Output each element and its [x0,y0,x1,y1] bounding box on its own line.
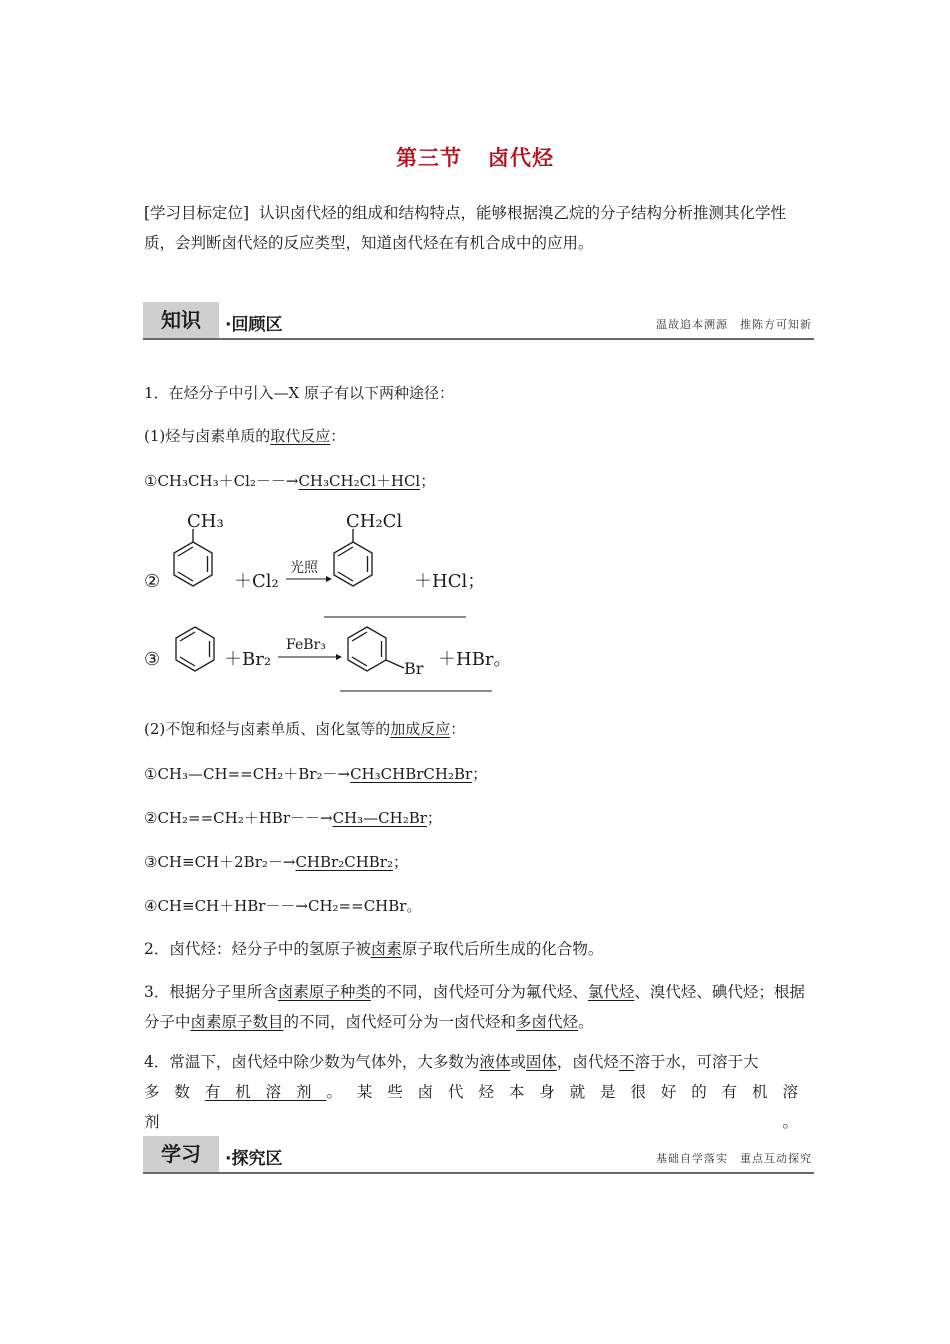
answer-blank: 不 [618,1053,635,1071]
section-tab: 学习 [143,1136,219,1172]
reagent-label: ＋Cl₂ [234,571,279,592]
answer-blank: CH₃CH₂Cl＋HCl [298,472,421,490]
section-slogan: 温故追本溯源 推陈方可知新 [656,318,812,331]
addition-reaction-1 [144,763,487,784]
text: 。某些卤代烃本身就是很好的有机溶剂。 [144,1083,812,1131]
answer-blank: 固体 [525,1053,557,1071]
item-2 [144,937,603,959]
reaction-1 [144,470,435,491]
answer-blank: 液体 [479,1053,511,1071]
item-1-heading: 1．在烃分子中引入—X 原子有以下两种途径： [144,384,454,402]
text: 多数 [144,1083,205,1101]
text: ： [330,427,346,445]
text: 的不同，卤代烃可分为一卤代烃和 [283,1013,517,1031]
answer-blank: 有机溶剂 [204,1083,327,1101]
benzene-ring-icon [176,627,214,671]
answer-blank: 多卤代烃 [516,1013,579,1031]
section-subtitle: ·回顾区 [225,315,283,335]
text: (2)不饱和烃与卤素单质、卤化氢等的 [144,720,391,738]
learning-objective [144,198,812,258]
addition-reaction-2 [144,807,442,828]
answer-blank: CH₃CHBrCH₂Br [350,765,473,783]
bromine-label: Br [404,659,424,678]
section-tab: 知识 [143,302,219,338]
section-subtitle: ·探究区 [225,1149,283,1169]
section-slogan: 基础自学落实 重点互动探究 [656,1152,812,1165]
text: 。 [406,897,422,915]
objective-label: [学习目标定位] [144,204,250,222]
reaction-2-diagram [140,505,500,625]
item-1-sub-1 [144,425,345,446]
reaction-number: ② [144,571,161,592]
item-4-line-2 [144,1077,812,1137]
answer-blank: 卤素原子种类 [277,983,371,1001]
section-header-explore [143,1136,814,1174]
answer-blank: 加成反应 [390,720,451,738]
answer-blank: 氯代烃 [587,983,635,1001]
reactants: ④CH≡CH＋HBr－－→ [144,897,308,915]
reactants: ①CH₃CH₃＋Cl₂－－→ [144,472,299,490]
reaction-condition: FeBr₃ [286,637,326,653]
text: 或 [510,1053,526,1071]
text: ； [426,809,442,827]
arrowhead-icon [336,654,342,660]
benzene-ring-icon [174,529,212,586]
item-3 [144,977,812,1037]
addition-reaction-3 [144,851,408,872]
answer-blank: 取代反应 [270,427,331,445]
text: ； [392,853,408,871]
text: 。 [578,1013,594,1031]
text: ； [472,765,488,783]
item-4-line-1 [144,1047,812,1077]
text: 3．根据分子里所含 [144,983,278,1001]
answer-blank: CHBr₂CHBr₂ [295,853,393,871]
product: CH₂==CHBr [307,897,407,915]
reactants: ②CH₂==CH₂＋HBr－－→ [144,809,333,827]
text: 原子取代后所生成的化合物。 [401,940,604,958]
answer-blank: 卤素 [370,940,402,958]
title-topic: 卤代烃 [488,146,554,170]
benzene-ring-icon [334,529,372,586]
byproduct-label: ＋HBr。 [438,649,512,670]
reaction-number: ③ [144,649,161,670]
text: 2．卤代烃：烃分子中的氢原子被 [144,940,371,958]
text: ，卤代烃 [556,1053,619,1071]
answer-blank: CH₃—CH₂Br [332,809,427,827]
addition-reaction-4 [144,895,421,916]
reagent-label: ＋Br₂ [224,649,272,670]
text: 溶于水，可溶于大 [634,1053,759,1071]
objective-text: 认识卤代烃的组成和结构特点，能够根据溴乙烷的分子结构分析推测其化学性质，会判断卤代烃的反应类型，知道卤代烃在有机合成中的应用。 [144,204,786,252]
reactants: ③CH≡CH＋2Br₂－→ [144,853,296,871]
substituent-label: CH₃ [187,511,224,532]
reactants: ①CH₃—CH==CH₂＋Br₂－→ [144,765,351,783]
text: ； [420,472,436,490]
section-header-review [143,302,814,340]
item-4 [144,1047,812,1137]
text: 、溴代烃、碘代烃；根据分子中 [144,983,805,1031]
page-title [0,142,950,172]
item-1-sub-2 [144,718,465,739]
byproduct-label: ＋HCl； [414,571,486,592]
reaction-3-diagram [140,622,520,697]
product-substituent-label: CH₂Cl [346,511,403,532]
text: (1)烃与卤素单质的 [144,427,271,445]
text: ： [450,720,466,738]
text: 4．常温下，卤代烃中除少数为气体外，大多数为 [144,1053,480,1071]
text: 的不同，卤代烃可分为氟代烃、 [370,983,588,1001]
title-section-number: 第三节 [396,146,462,170]
answer-blank: 卤素原子数目 [190,1013,284,1031]
benzene-ring-icon [348,627,404,671]
arrowhead-icon [326,576,332,582]
reaction-condition: 光照 [290,560,318,576]
